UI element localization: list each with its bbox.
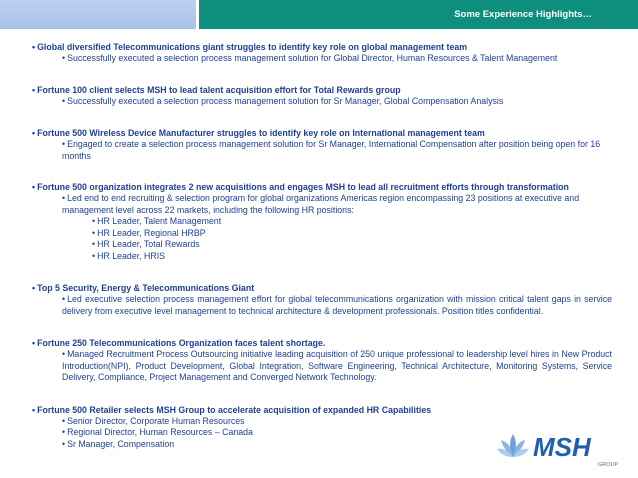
header-bar	[199, 0, 638, 29]
section-heading	[32, 85, 612, 96]
bullet-glyph: •	[92, 250, 96, 261]
bullet-glyph: •	[92, 239, 96, 249]
logo-text: MSH	[533, 432, 591, 462]
section-heading-text: Top 5 Security, Energy & Telecommunications Giant	[37, 283, 255, 293]
section-item-text: Sr Manager, Compensation	[67, 438, 175, 449]
highlights-list	[32, 42, 612, 450]
section-item	[32, 96, 612, 108]
section-heading-text: Fortune 500 Retailer selects MSH Group to accelerate acquisition of expanded HR Capabilities	[37, 404, 432, 415]
logo-subtext: GROUP	[598, 462, 619, 468]
section-item	[32, 53, 612, 65]
highlight-section	[32, 42, 612, 65]
bullet-glyph: •	[62, 438, 66, 449]
bullet-glyph: •	[32, 84, 36, 95]
page-title: Some Experience Highlights…	[454, 9, 592, 20]
sub-item-text: HR Leader, Regional HRBP	[97, 227, 206, 238]
header-left-band	[0, 0, 196, 29]
section-heading	[32, 338, 612, 349]
section-item-text: Regional Director, Human Resources – Canada	[67, 427, 253, 437]
bullet-glyph: •	[92, 216, 96, 226]
section-item-text: Engaged to create a selection process management solution for Sr Manager, International Compensation after position being open for 16 months	[62, 139, 601, 161]
bullet-glyph: •	[32, 338, 36, 348]
section-item-text: Led end to end recruiting & selection program for global organizations Americas region encompassing 23 positions at executive and management level across 22 markets, including the following HR positions:	[62, 193, 580, 215]
bullet-glyph: •	[62, 415, 66, 426]
bullet-glyph: •	[32, 283, 36, 293]
sub-item	[32, 239, 612, 251]
bullet-glyph: •	[62, 139, 66, 149]
highlight-section	[32, 128, 612, 162]
section-heading	[32, 42, 612, 53]
lotus-icon	[497, 434, 529, 457]
sub-item	[32, 216, 612, 228]
section-item-text: Led executive selection process management effort for global telecommunications organization with mission critical talent gaps in service delivery from executive level management to technical architecture & development professionals. Position titles confidential.	[62, 294, 612, 316]
highlight-section	[32, 283, 612, 317]
section-item-text: Managed Recruitment Process Outsourcing initiative leading acquisition of 250 unique professional to leadership level hires in New Product Introduction(NPI), Product Development, Global Integration, Software Engineering, Technical Architecture, Monitoring Systems, Service Delivery, Compliance, Project Management and Converged Network Technology.	[62, 349, 612, 382]
bullet-glyph: •	[62, 294, 66, 304]
highlight-section	[32, 85, 612, 108]
section-heading-text: Fortune 100 client selects MSH to lead talent acquisition effort for Total Rewards group	[37, 84, 401, 95]
section-item-text: Successfully executed a selection process management solution for Global Director, Human Resources & Talent Management	[67, 53, 558, 63]
section-heading	[32, 283, 612, 294]
section-item-text: Successfully executed a selection process management solution for Sr Manager, Global Compensation Analysis	[67, 95, 504, 106]
highlight-section	[32, 182, 612, 262]
bullet-glyph: •	[32, 182, 36, 192]
bullet-glyph: •	[92, 227, 96, 238]
section-item	[32, 294, 612, 317]
sub-item	[32, 228, 612, 240]
bullet-glyph: •	[62, 53, 66, 63]
section-heading-text: Fortune 250 Telecommunications Organization faces talent shortage.	[37, 338, 326, 348]
bullet-glyph: •	[62, 427, 66, 437]
section-heading	[32, 182, 612, 193]
highlight-section	[32, 338, 612, 384]
section-heading	[32, 128, 612, 139]
msh-group-logo	[497, 426, 623, 468]
section-item	[32, 139, 612, 162]
section-item	[32, 193, 612, 216]
sub-item-text: HR Leader, Total Rewards	[97, 239, 200, 249]
section-heading-text: Global diversified Telecommunications giant struggles to identify key role on global management team	[37, 42, 468, 52]
section-item-text: Senior Director, Corporate Human Resources	[67, 415, 245, 426]
bullet-glyph: •	[32, 404, 36, 415]
section-item	[32, 349, 612, 384]
sub-item-text: HR Leader, HRIS	[97, 250, 166, 261]
sub-item	[32, 251, 612, 263]
bullet-glyph: •	[32, 42, 36, 52]
bullet-glyph: •	[62, 95, 66, 106]
section-heading	[32, 405, 612, 416]
bullet-glyph: •	[32, 128, 36, 138]
bullet-glyph: •	[62, 193, 66, 203]
section-heading-text: Fortune 500 Wireless Device Manufacturer struggles to identify key role on International management team	[37, 128, 485, 138]
bullet-glyph: •	[62, 349, 66, 359]
section-heading-text: Fortune 500 organization integrates 2 new acquisitions and engages MSH to lead all recruitment efforts through transformation	[37, 182, 569, 192]
sub-item-text: HR Leader, Talent Management	[97, 216, 222, 226]
